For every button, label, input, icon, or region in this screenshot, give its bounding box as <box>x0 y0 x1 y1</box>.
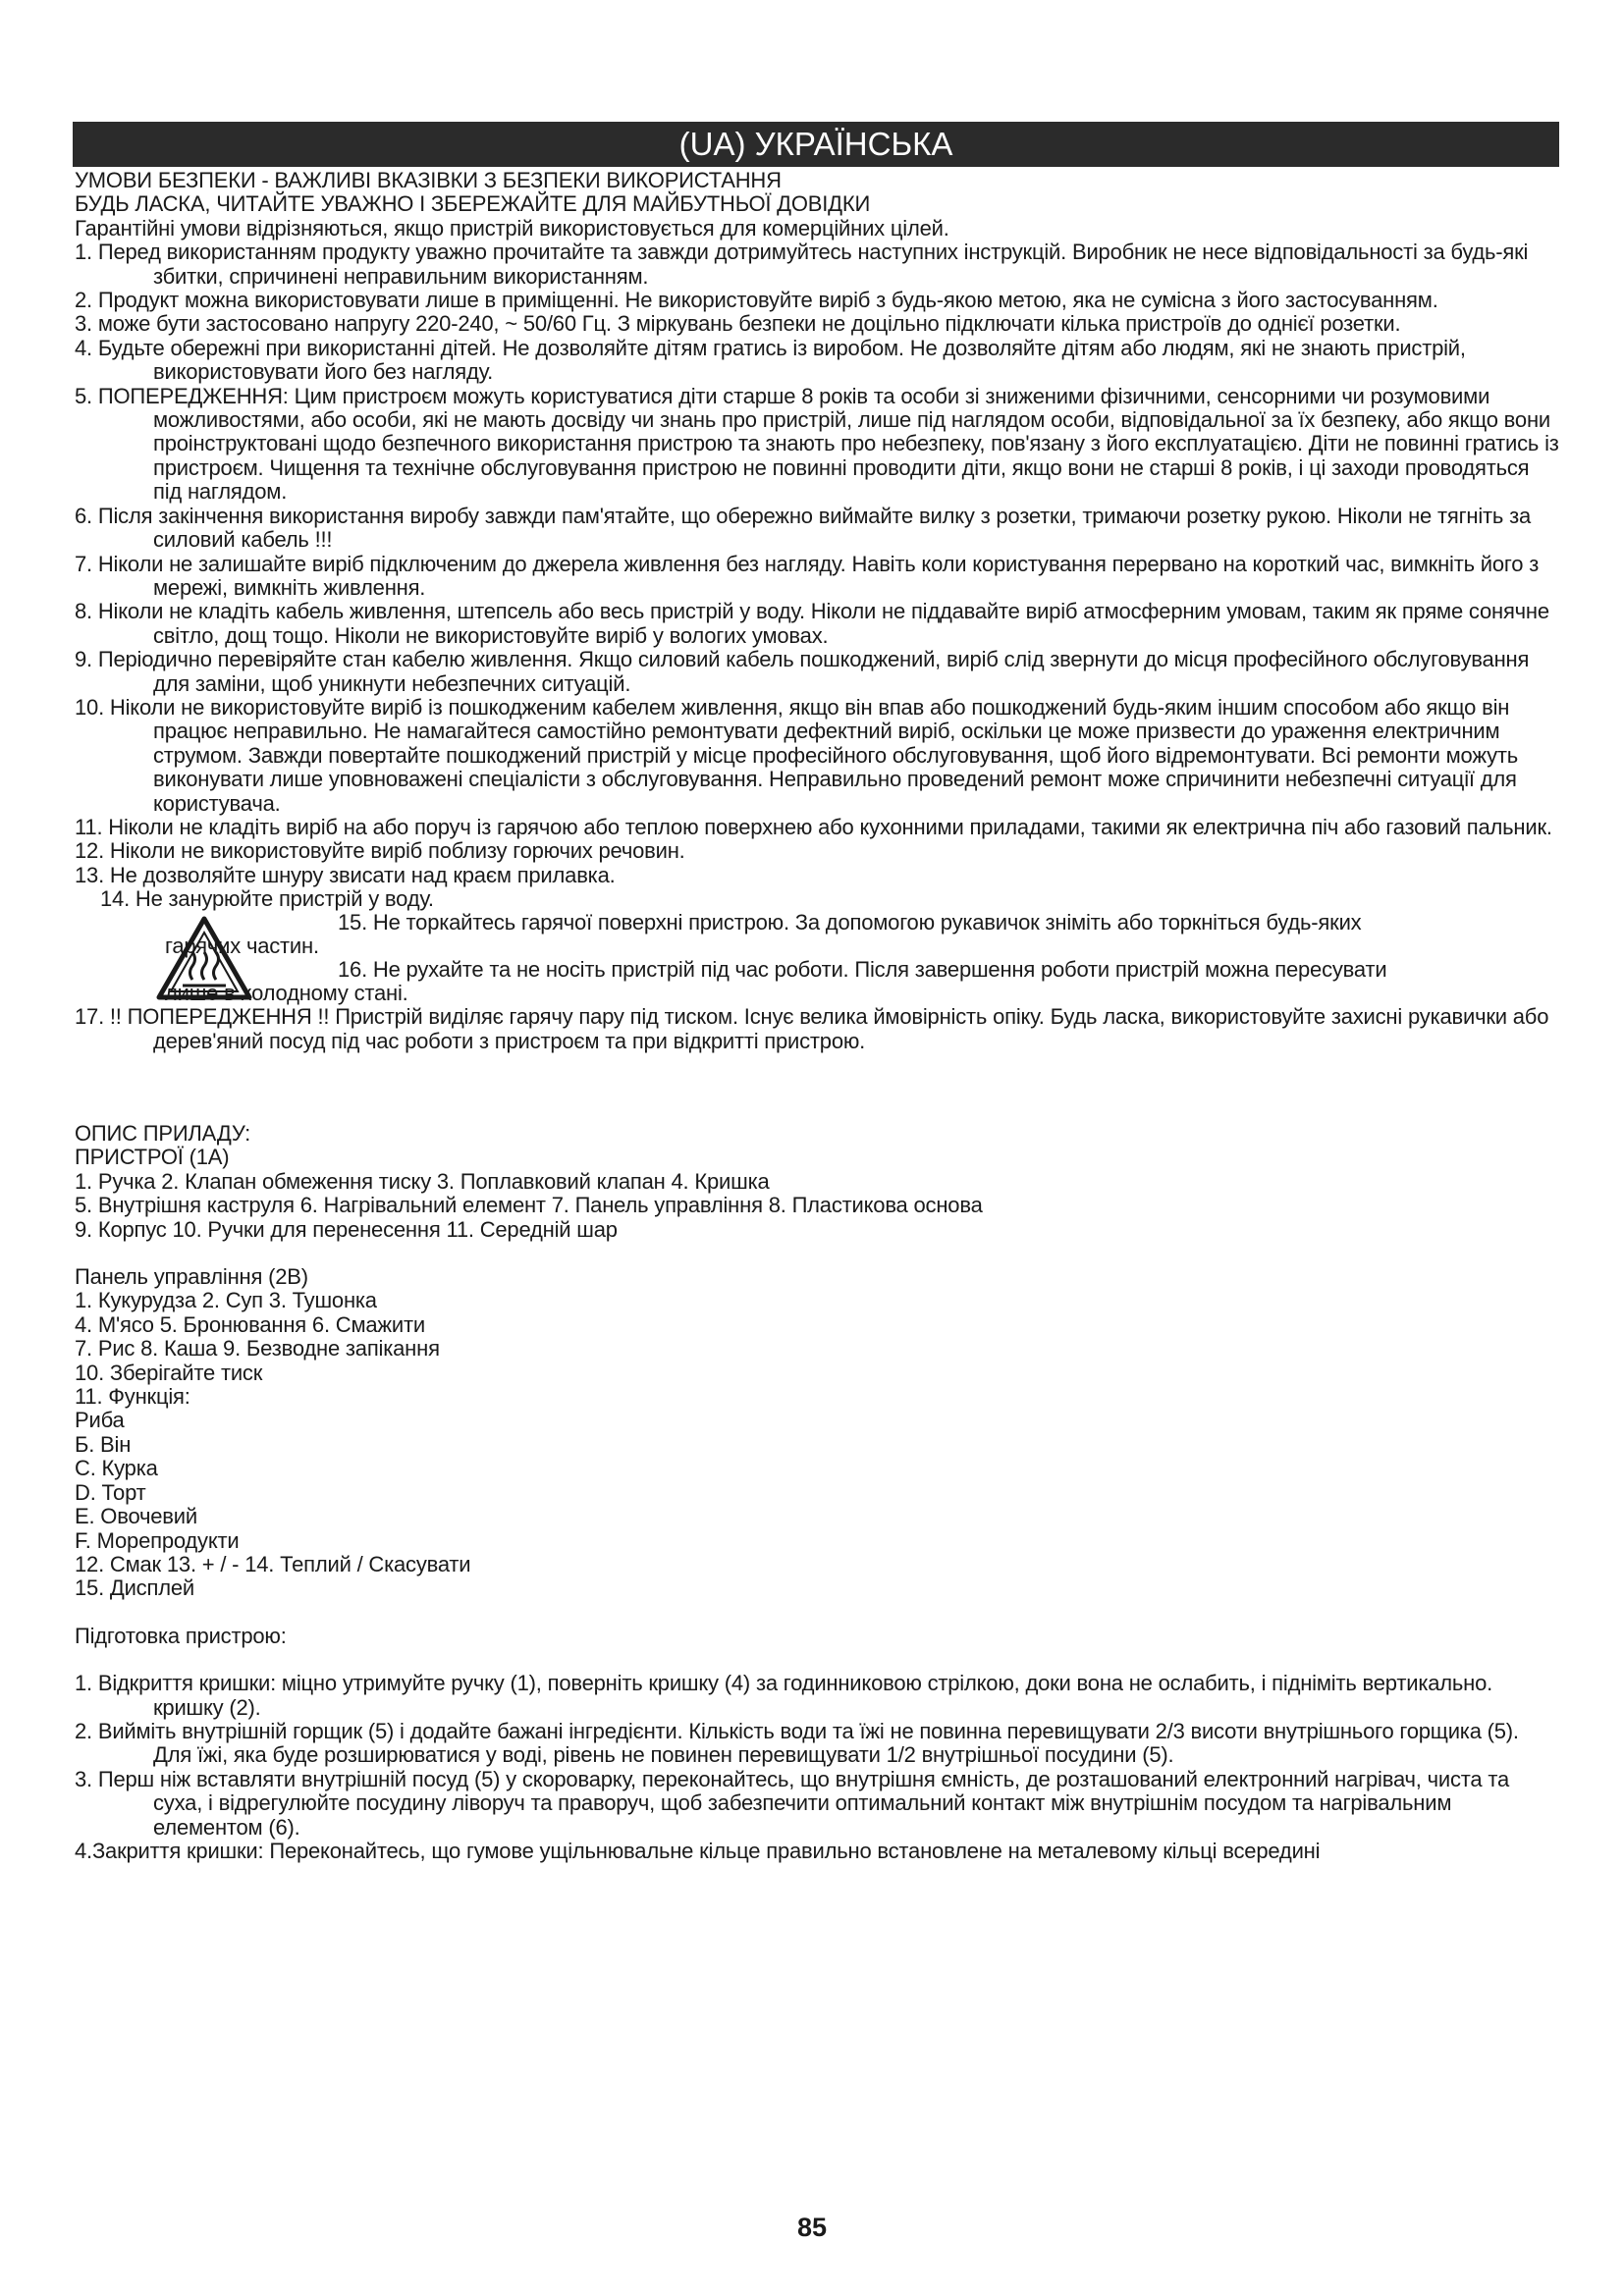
safety-item-14: 14. Не занурюйте пристрій у воду. <box>100 886 434 912</box>
safety-heading: УМОВИ БЕЗПЕКИ - ВАЖЛИВІ ВКАЗІВКИ З БЕЗПЕКИ ВИКОРИСТАННЯ <box>75 168 782 192</box>
panel-line-12: 12. Смак 13. + / - 14. Теплий / Скасувати <box>75 1551 471 1576</box>
safety-item-16-cont: лише в холодному стані. <box>165 981 408 1006</box>
warranty-note: Гарантійні умови відрізняються, якщо пристрій використовується для комерційних цілей. <box>75 215 949 240</box>
preparation-item-3: 3. Перш ніж вставляти внутрішній посуд (5) у скороварку, переконайтесь, що внутрішня ємність, де розташований електронний нагрівач, чиста та суха, і відрегулюйте посудину ліворуч та праворуч, щоб забезпечити оптимальний контакт між внутрішнім посудом та нагрівальним елементом (6). <box>75 1766 1509 1840</box>
hot-surface-block <box>75 911 1559 1005</box>
safety-item-12: 12. Ніколи не використовуйте виріб поблизу горючих речовин. <box>75 838 685 864</box>
safety-item-7: 7. Ніколи не залишайте виріб підключеним до джерела живлення без нагляду. Навіть коли користування перервано на короткий час, вимкніть його з мережі, вимкніть живлення. <box>75 551 1540 600</box>
devices-line-2: 5. Внутрішня каструля 6. Нагрівальний елемент 7. Панель управління 8. Пластикова основа <box>75 1193 983 1218</box>
safety-item-2: 2. Продукт можна використовувати лише в приміщенні. Не використовуйте виріб з будь-якою метою, яка не сумісна з його застосуванням. <box>75 288 1438 313</box>
safety-item-15-cont: гарячих частин. <box>165 934 319 959</box>
panel-line-6: Риба <box>75 1408 125 1433</box>
panel-line-7: Б. Він <box>75 1431 132 1457</box>
safety-item-17: 17. !! ПОПЕРЕДЖЕННЯ !! Пристрій виділяє гарячу пару під тиском. Існує велика ймовірність опіку. Будь ласка, використовуйте захисні рукавички або дерев'яний посуд під час роботи з пристроєм та при відкритті пристрою. <box>75 1004 1549 1053</box>
panel-line-3: 7. Рис 8. Каша 9. Безводне запікання <box>75 1336 440 1362</box>
safety-item-1: 1. Перед використанням продукту уважно прочитайте та завжди дотримуйтесь наступних інструкцій. Виробник не несе відповідальності за будь-які збитки, спричинені неправильним використанням. <box>75 240 1529 289</box>
preparation-item-1: 1. Відкриття кришки: міцно утримуйте ручку (1), поверніть кришку (4) за годинниковою стрілкою, доки вона не ослабить, і підніміть вертикально. кришку (2). <box>75 1671 1493 1720</box>
safety-item-9: 9. Періодично перевіряйте стан кабелю живлення. Якщо силовий кабель пошкоджений, виріб слід звернути до місця професійного обслуговування для заміни, щоб уникнути небезпечних ситуацій. <box>75 647 1530 696</box>
language-banner: (UA) УКРАЇНСЬКА <box>73 122 1559 167</box>
safety-item-16: 16. Не рухайте та не носіть пристрій під час роботи. Після завершення роботи пристрій можна пересувати <box>338 957 1387 983</box>
safety-item-10: 10. Ніколи не використовуйте виріб із пошкодженим кабелем живлення, якщо він впав або пошкоджений будь-яким іншим способом або якщо він працює неправильно. Не намагайтеся самостійно ремонтувати дефектний виріб, оскільки це може призвести до ураження електричним струмом. Завжди повертайте пошкоджений пристрій у місце професійного обслуговування, щоб його відремонтувати. Всі ремонти можуть виконувати лише уповноважені спеціалісти з обслуговування. Неправильно проведений ремонт може спричинити небезпечні ситуації для користувача. <box>75 694 1519 816</box>
safety-item-6: 6. Після закінчення використання виробу завжди пам'ятайте, що обережно виймайте вилку з розетки, тримаючи розетку рукою. Ніколи не тягніть за силовий кабель !!! <box>75 503 1532 553</box>
safety-item-11: 11. Ніколи не кладіть виріб на або поруч із гарячою або теплою поверхнею або кухонними приладами, такими як електрична піч або газовий пальник. <box>75 814 1552 839</box>
panel-line-10: E. Овочевий <box>75 1504 197 1529</box>
safety-item-13: 13. Не дозволяйте шнуру звисати над краєм прилавка. <box>75 862 616 887</box>
description-heading: ОПИС ПРИЛАДУ: <box>75 1121 251 1146</box>
safety-item-15: 15. Не торкайтесь гарячої поверхні пристрою. За допомогою рукавичок зніміть або торкніться будь-яких <box>338 910 1362 935</box>
devices-line-3: 9. Корпус 10. Ручки для перенесення 11. Середній шар <box>75 1216 618 1242</box>
safety-item-8: 8. Ніколи не кладіть кабель живлення, штепсель або весь пристрій у воду. Ніколи не піддавайте виріб атмосферним умовам, таким як пряме сонячне світло, дощ тощо. Ніколи не використовуйте виріб у вологих умовах. <box>75 599 1549 648</box>
safety-subheading: БУДЬ ЛАСКА, ЧИТАЙТЕ УВАЖНО І ЗБЕРЕЖАЙТЕ ДЛЯ МАЙБУТНЬОЇ ДОВІДКИ <box>75 191 871 217</box>
panel-line-8: C. Курка <box>75 1456 158 1481</box>
page-number: 85 <box>796 2213 828 2242</box>
page-content <box>75 169 1559 1863</box>
panel-heading: Панель управління (2В) <box>75 1264 308 1290</box>
safety-list <box>75 240 1559 887</box>
safety-list-end <box>75 1005 1559 1053</box>
preparation-heading: Підготовка пристрою: <box>75 1623 287 1648</box>
preparation-item-2: 2. Вийміть внутрішній горщик (5) і додайте бажані інгредієнти. Кількість води та їжі не повинна перевищувати 2/3 висоти внутрішнього горщика (5). Для їжі, яка буде розширюватися у воді, рівень не повинен перевищувати 1/2 внутрішньої посудини (5). <box>75 1718 1519 1768</box>
panel-line-4: 10. Зберігайте тиск <box>75 1360 263 1385</box>
safety-item-3: 3. може бути застосовано напругу 220-240, ~ 50/60 Гц. З міркувань безпеки не доцільно підключати кілька пристроїв до однієї розетки. <box>75 311 1401 337</box>
panel-line-1: 1. Кукурудза 2. Суп 3. Тушонка <box>75 1288 377 1313</box>
panel-line-2: 4. М'ясо 5. Бронювання 6. Смажити <box>75 1311 425 1337</box>
panel-line-11: F. Морепродукти <box>75 1527 240 1553</box>
safety-item-5: 5. ПОПЕРЕДЖЕННЯ: Цим пристроєм можуть користуватися діти старше 8 років та особи зі зниженими фізичними, сенсорними чи розумовими можливостями, або особи, які не мають досвіду чи знань про пристрій, лише під наглядом особи, відповідальної за їх безпеку, або якщо вони проінструктовані щодо безпечного використання пристрою та знають про небезпеку, пов'язану з його експлуатацією. Діти не повинні гратись із пристроєм. Чищення та технічне обслуговування пристрою не повинні проводити діти, якщо вони не старші 8 років, і ці заходи проводяться під наглядом. <box>75 383 1559 505</box>
safety-item-4: 4. Будьте обережні при використанні дітей. Не дозволяйте дітям гратись із виробом. Не дозволяйте дітям або людям, які не знають пристрій, використовувати його без нагляду. <box>75 335 1466 385</box>
panel-line-5: 11. Функція: <box>75 1384 190 1410</box>
preparation-list <box>75 1672 1559 1840</box>
devices-line-1: 1. Ручка 2. Клапан обмеження тиску 3. Поплавковий клапан 4. Кришка <box>75 1168 770 1194</box>
devices-heading: ПРИСТРОЇ (1А) <box>75 1145 230 1170</box>
panel-line-13: 15. Дисплей <box>75 1575 194 1601</box>
preparation-item-4: 4.Закриття кришки: Переконайтесь, що гумове ущільнювальне кільце правильно встановлене на металевому кільці всередині <box>75 1838 1321 1863</box>
panel-line-9: D. Торт <box>75 1479 146 1505</box>
